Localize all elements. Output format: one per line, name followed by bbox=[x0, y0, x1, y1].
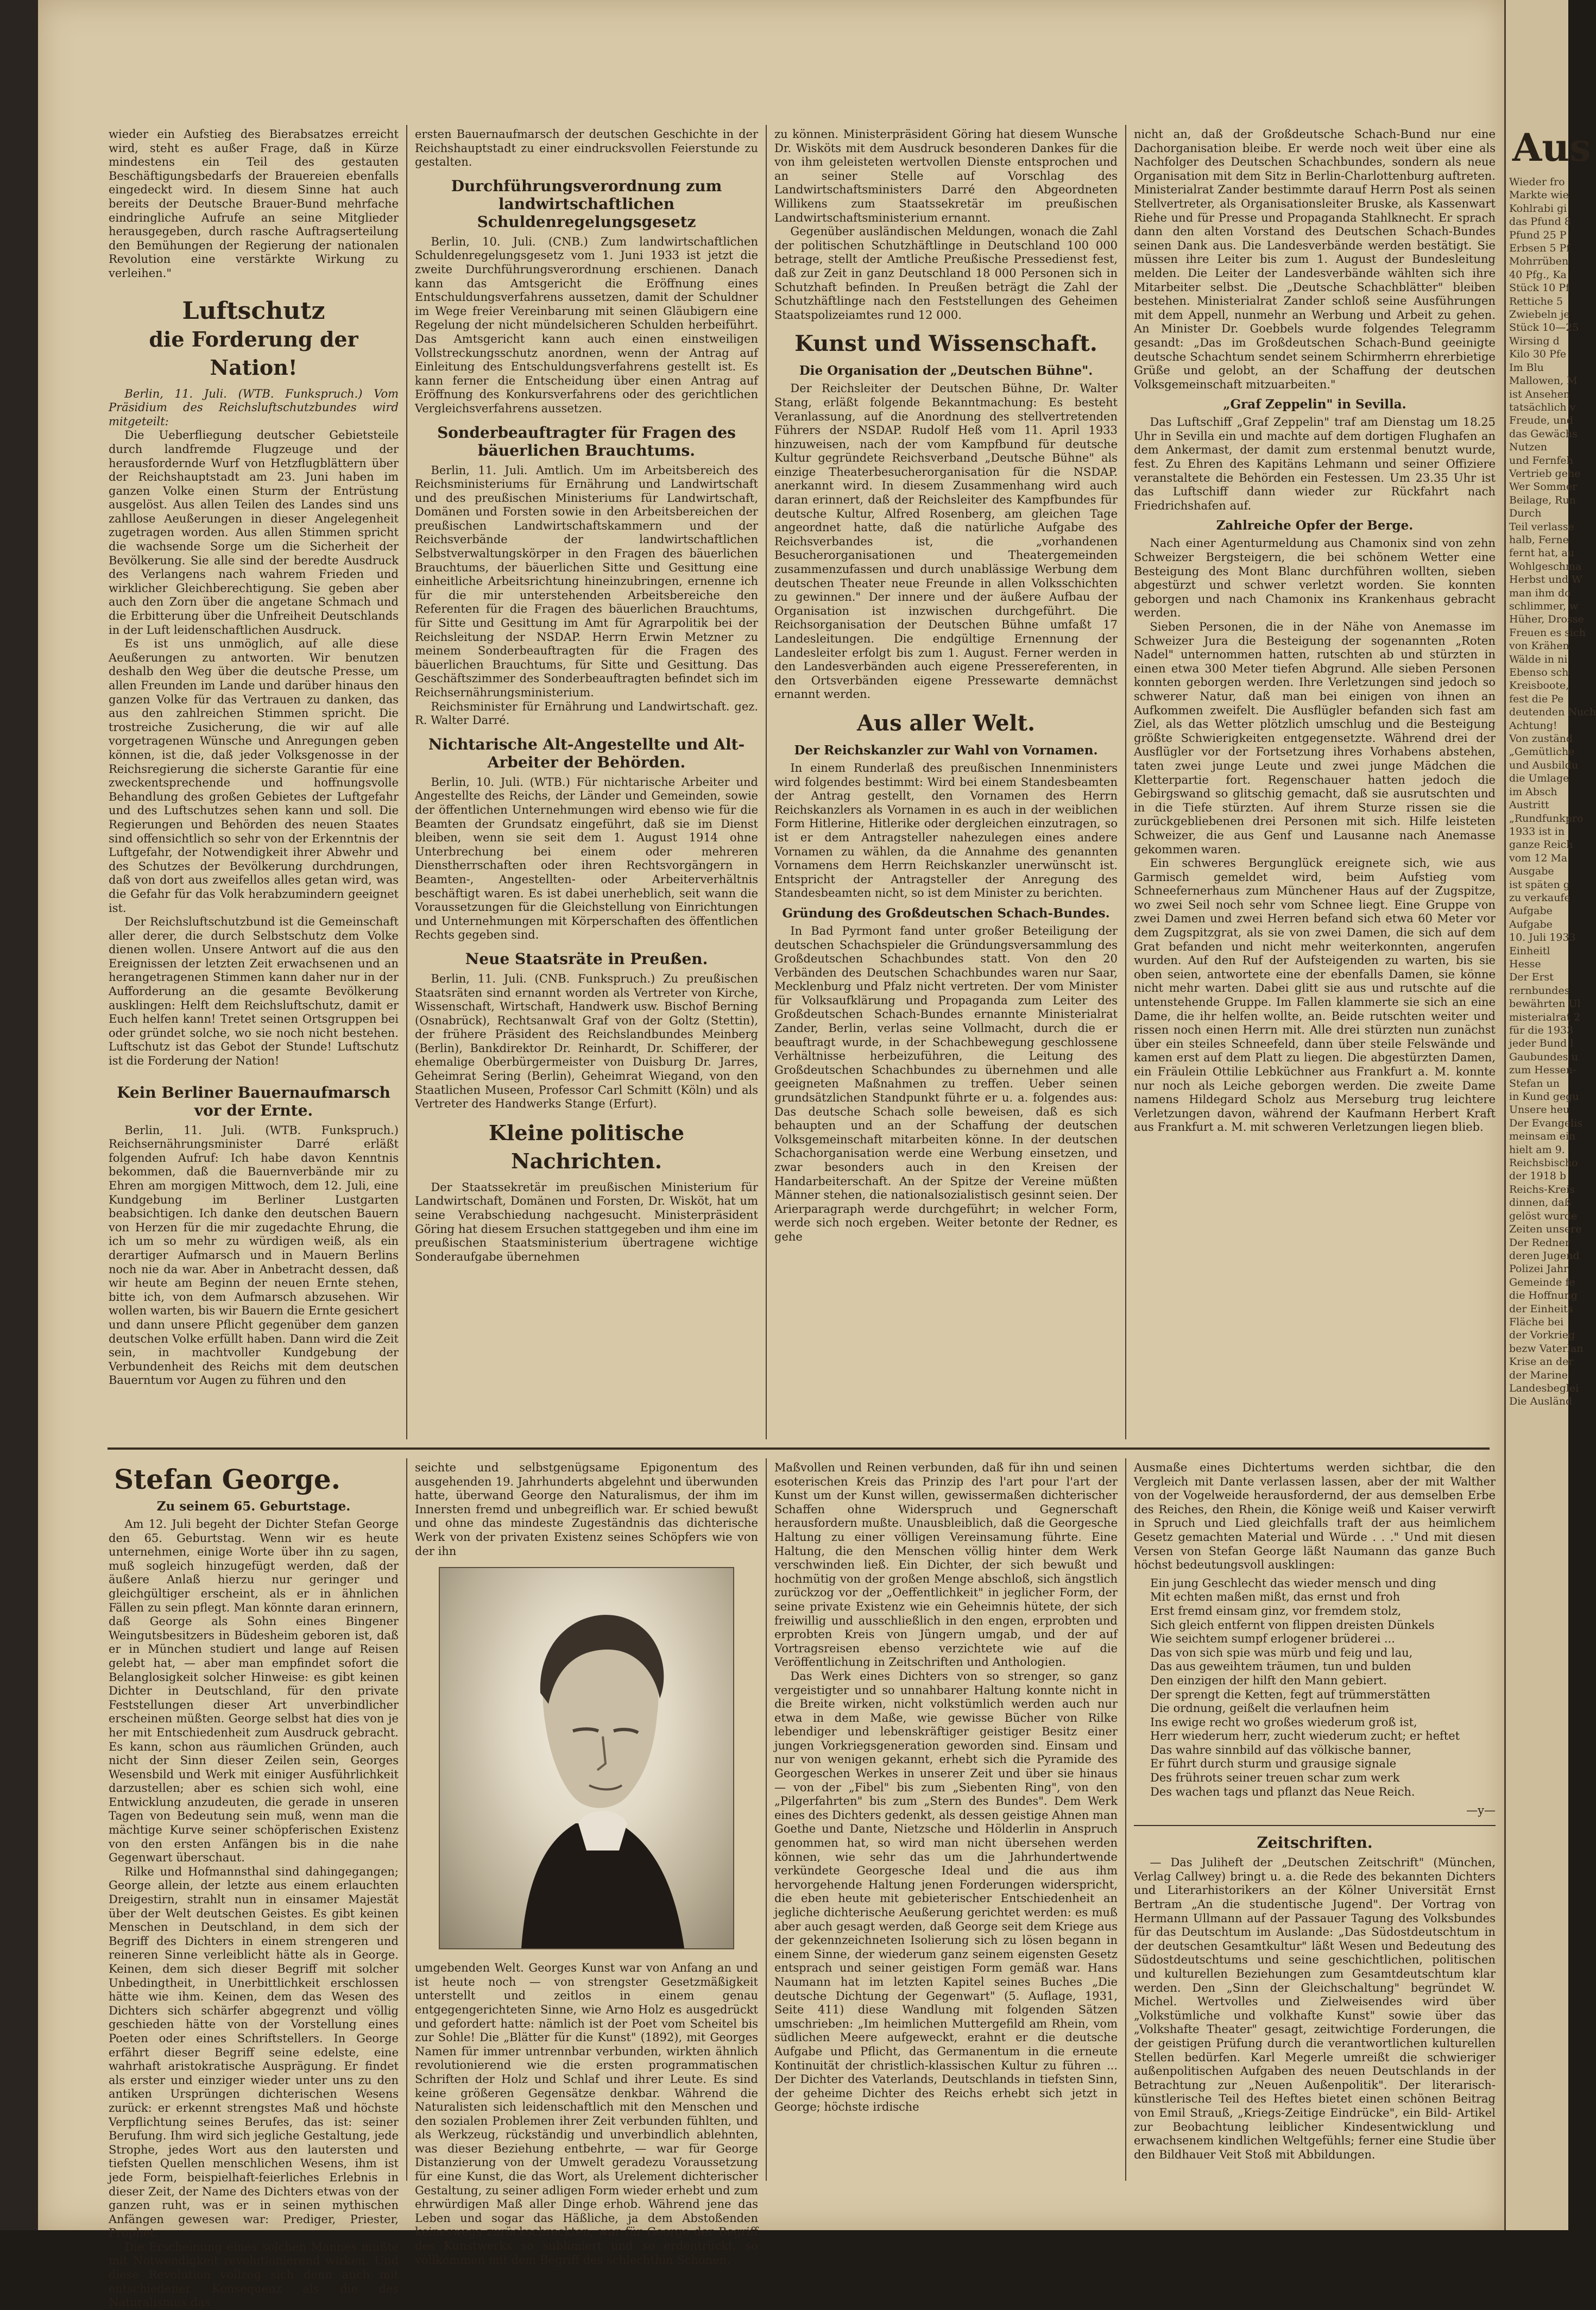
adjacent-page-line: Ausgabe bbox=[1509, 865, 1554, 878]
adjacent-page-line: Achtung! bbox=[1509, 719, 1557, 732]
paragraph: Berlin, 10. Juli. (CNB.) Zum landwirtschaftlichen Schuldenregelungsgesetz vom 1. Juni 1933 ist jetzt die zweite Durchführungsverordnung erschienen. Danach kann das Amtsgericht die Eröffnung eines Entschuldungsverfahrens aussetzen, damit der Schuldner im Wege freier Vereinbarung mit seinen Gläubigern eine Regelung der nicht mündelsicheren Schulden herbeiführt. Das Amtsgericht kann auch einen einstweiligen Vollstreckungsschutz anordnen, wenn der Antrag auf Einleitung des Entschuldungsverfahrens gestellt ist. Es kann ferner die Entscheidung über einen Antrag auf Eröffnung des Konkursverfahrens oder des gerichtlichen Vergleichsverfahrens aussetzen. bbox=[415, 235, 758, 415]
paragraph: Es ist uns unmöglich, auf alle diese Aeußerungen zu antworten. Wir benutzen deshalb den Weg über die deutsche Presse, um allen Freunden im Lande und darüber hinaus den ganzen Volke für das Vertrauen zu danken, das aus den zahlreichen Stimmen spricht. Die trostreiche Zusicherung, die wir auf alle vorgetragenen Wünsche und Anregungen geben können, ist die, daß jeder Volksgenosse in der Reichsregierung die sicherste Garantie für eine zweckentsprechende und hoffnungsvolle Behandlung des großen Gebietes der Luftgefahr und des Luftschutzes sehen kann und soll. Die Regierungen und Behörden des neuen Staates sind offensichtlich so sehr von der Erkenntnis der Luftgefahr, der Notwendigkeit ihrer Abwehr und des Schutzes der Bevölkerung durchdrungen, daß von dort aus zweifellos alles getan wird, was die Gefahr für das Volk herabzumindern geeignet ist. bbox=[109, 637, 399, 915]
adjacent-page-line: für die 1933 bbox=[1509, 1024, 1574, 1036]
adjacent-page-line: Erbsen 5 Pf bbox=[1509, 242, 1570, 255]
poem-line: Das aus geweihtem träumen, tun und bulden bbox=[1150, 1660, 1411, 1673]
adjacent-page-line: Kilo 30 Pfe bbox=[1509, 348, 1567, 361]
adjacent-page-line: 40 Pfg., Ka bbox=[1509, 268, 1567, 281]
column-3 bbox=[774, 128, 1118, 1442]
paragraph: Nach einer Agenturmeldung aus Chamonix sind von zehn Schweizer Bergsteigern, die bei schönem Wetter eine Besteigung des Mont Blanc durchführen wollten, sieben abgestürzt und schwer verletzt worden. Sie konnten geborgen und nach Chamonix ins Krankenhaus gebracht werden. bbox=[1134, 537, 1496, 620]
adjacent-page-line: 1933 ist in bbox=[1509, 825, 1565, 838]
adjacent-page-line: der Marine bbox=[1509, 1369, 1568, 1381]
adjacent-page-line: in Kund gegu bbox=[1509, 1091, 1579, 1103]
adjacent-page-line: Kohlrabi gi bbox=[1509, 202, 1567, 215]
adjacent-page-line: zu verkaufe bbox=[1509, 891, 1570, 904]
poem-line: Mit echten maßen mißt, das ernst und froh bbox=[1150, 1590, 1401, 1604]
adjacent-page-line: Kreisboote, bbox=[1509, 679, 1569, 692]
paragraph: Die Erscheinung eines solchen Mannes mußte mit Notwendigkeit revolutionierend wirken. Und diese Revolution vollzog sich denn auch mit entschiedener Konsequenz als die des Naturalismus das bbox=[109, 2240, 399, 2309]
adjacent-page-line: Von zuständ bbox=[1509, 733, 1573, 745]
adjacent-page-line: bezw Vaterlan bbox=[1509, 1342, 1584, 1355]
adjacent-page-line: schlimmer, w bbox=[1509, 600, 1579, 612]
adjacent-page-line: Hüher, Drosse bbox=[1509, 613, 1584, 626]
george-column-3 bbox=[774, 1461, 1118, 2178]
adjacent-page-line: Durch bbox=[1509, 507, 1542, 520]
column-rule bbox=[766, 125, 767, 1439]
column-rule bbox=[766, 1458, 767, 2181]
adjacent-page-line: und Fernfeh bbox=[1509, 454, 1573, 467]
headline-zeitschriften: Zeitschriften. bbox=[1257, 1834, 1373, 1852]
adjacent-page-line: Wälde in ni bbox=[1509, 653, 1568, 665]
adjacent-page-line: Nutzen bbox=[1509, 441, 1547, 454]
signature: Reichsminister für Ernährung und Landwirtschaft. gez. R. Walter Darré. bbox=[415, 700, 758, 727]
paragraph: — Das Juliheft der „Deutschen Zeitschrift" (München, Verlag Callwey) bringt u. a. die Rede des bekannten Dichters und Literarhistorikers an der Kölner Universität Ernst Bertram „An die studentische Jugend". Der Vortrag von Hermann Ullmann auf der Passauer Tagung des Volksbundes für das Deutschtum im Auslande: „Das Südostdeutschtum in der deutschen Gesamtkultur" läßt Wesen und Bedeutung des Südostdeutschtums und seine geschichtlichen, politischen und kulturellen Beziehungen zum Gesamtdeutschtum klar werden. Den „Sinn der Gleichschaltung" begründet W. Michel. Wertvolles und Zielweisendes wird über „Volkstümliche und volkhafte Kunst" sowie über das „Volkshafte Theater" gesagt, zeitwichtige Forderungen, die der geistigen Prüfung durch die verantwortlichen kulturellen Stellen bedürfen. Karl Megerle umreißt die schwieriger außenpolitischen Aufgaben des neuen Deutschlands in der Betrachtung zur „Neuen Außenpolitik". Der literarisch-künstlerische Teil des Heftes bietet einen schönen Beitrag von Emil Strauß, „Kriegs-Zeitige Eindrücke", ein Bild- Artikel zur Beobachtung leiblicher Kindesentwicklung und erwachsenem kindlichen Weltgefühls; ferner eine Studie über den Bildhauer Veit Stoß mit Abbildungen. bbox=[1134, 1856, 1496, 2161]
headline-opfer-der-berge: Zahlreiche Opfer der Berge. bbox=[1216, 518, 1414, 533]
section-head-aus-aller-welt: Aus aller Welt. bbox=[856, 710, 1036, 736]
headline-staatsraete: Neue Staatsräte in Preußen. bbox=[465, 949, 708, 968]
adjacent-page-line: ist späten g bbox=[1509, 878, 1570, 891]
adjacent-page-line: Beilage, Run bbox=[1509, 494, 1576, 506]
adjacent-page-line: halb, Ferne bbox=[1509, 533, 1569, 546]
george-column-4 bbox=[1134, 1461, 1496, 2178]
adjacent-page-line: fest die Pe bbox=[1509, 693, 1564, 705]
adjacent-page-line: im Absch bbox=[1509, 785, 1557, 798]
adjacent-page-line: Zwiebeln je bbox=[1509, 309, 1570, 321]
adjacent-page-line: vom 12 Ma bbox=[1509, 852, 1568, 864]
paragraph: Berlin, 11. Juli. Amtlich. Um im Arbeitsbereich des Reichsministeriums für Ernährung und Landwirtschaft und des preußischen Ministeriums für Landwirtschaft, Domänen und Forsten sowie in den Arbeitsbereichen der preußischen Landwirtschaftskammern und der Reichsverbände der landwirtschaftlichen Selbstverwaltungskörper in den Fragen des bäuerlichen Brauchtums, der bäuerlichen Sitte und Gesittung eine einheitliche Arbeitsrichtung hineinzubringen, ernenne ich für die mir unterstehenden Arbeitsbereiche den Referenten für die Fragen des bäuerlichen Brauchtums, für Sitte und Gesittung im Amt für Agrarpolitik bei der Reichsleitung der NSDAP. Herrn Erwin Metzner zu meinem Sonderbeauftragten für die Fragen des bäuerlichen Brauchtums, für Sitte und Gesittung. Das Geschäftszimmer des Sonderbeauftragten befindet sich im Reichsernährungsministerium. bbox=[415, 463, 758, 699]
adjacent-page-line: deutenden Nuch bbox=[1509, 706, 1596, 719]
adjacent-page-line: jeder Bund l bbox=[1509, 1037, 1574, 1050]
adjacent-page-line: zum Hessen- bbox=[1509, 1064, 1576, 1077]
adjacent-page-line: rernbundes bbox=[1509, 984, 1570, 997]
paragraph: Der Staatssekretär im preußischen Ministerium für Landwirtschaft, Domänen und Forsten, Dr. Wisköt, hat um seine Verabschiedung nachgesucht. Ministerpräsident Göring hat diesem Ersuchen stattgegeben und ihm eine im preußischen Staatsministerium übertragene wichtige Sonderaufgabe übernehmen bbox=[415, 1180, 758, 1263]
headline-deutsche-buehne: Die Organisation der „Deutschen Bühne". bbox=[799, 363, 1093, 379]
column-rule bbox=[1125, 1458, 1126, 2181]
adjacent-page-line: Rettiche 5 bbox=[1509, 295, 1563, 307]
adjacent-page-line: deren Jugend bbox=[1509, 1249, 1580, 1262]
adjacent-page-line: Wohlgeschma bbox=[1509, 560, 1582, 572]
adjacent-page-line: Der Evangelis bbox=[1509, 1117, 1583, 1129]
adjacent-page-line: Stück 10 Pf bbox=[1509, 282, 1570, 294]
adjacent-page-line: fernt hat, au bbox=[1509, 547, 1575, 559]
headline-schuldenregelung: Durchführungsverordnung zum landwirtschaftlichen Schuldenregelungsgesetz bbox=[451, 177, 722, 231]
paragraph: Rilke und Hofmannsthal sind dahingegangen; George allein, der letzte aus einem erlauchten Dreigestirn, strahlt nun in einsamer Majestät über der Welt deutschen Geistes. Es gibt keinen Menschen in Deutschland, in dem sich der Begriff des Dichters in einem strengeren und reineren Sinne verleiblicht hätte als in George. Keinen, dem sich dieser Begriff mit solcher Unbedingtheit, in Unerbittlichkeit erschlossen hätte wie ihm. Keinen, dem das Wesen des Dichters sich schärfer abgegrenzt und völlig geschieden hätte von der Vorstellung eines Poeten oder eines Schriftstellers. In George erfährt dieser Begriff seine edelste, eine wahrhaft aristokratische Ausprägung. Er findet als erster und einziger wieder unter uns zu den antiken Ursprüngen dichterischen Wesens zurück: er erkennt strengstes Maß und höchste Verpflichtung seines Berufes, das ist: seiner Berufung. Ihm wird sich jegliche Gestaltung, jede Strophe, jedes Wort aus den lautersten und tiefsten Quellen menschlichen Wesens, ihm ist jede Form, beispielhaft-feierliches Erlebnis in dieser Zeit, der Name des Dichters etwas von der ganzen ruht, was er in seinen mythischen Anfängen gewesen war: Prediger, Priester, Prophet. bbox=[109, 1865, 399, 2240]
poem-line: Ins ewige recht wo großes wiederum groß ist, bbox=[1150, 1715, 1417, 1729]
poem-line: Der sprengt die Ketten, fegt auf trümmerstätten bbox=[1150, 1688, 1430, 1701]
headline-luftschutz-sub: die Forderung der Nation! bbox=[149, 326, 358, 380]
poem-line: Des frührots seiner treuen schar zum werk bbox=[1150, 1771, 1400, 1785]
adjacent-page-line: die Umlage bbox=[1509, 772, 1569, 785]
poem-line: Er führt durch sturm und grausige signale bbox=[1150, 1757, 1397, 1771]
adjacent-page-line: meinsam ein bbox=[1509, 1130, 1576, 1143]
section-head-kunst: Kunst und Wissenschaft. bbox=[794, 331, 1097, 357]
paragraph: Der Reichsleiter der Deutschen Bühne, Dr. Walter Stang, erläßt folgende Bekanntmachung: Es besteht Veranlassung, auf die Anordnung des stellvertretenden Führers der NSDAP. Rudolf Heß vom 11. April 1933 hinzuweisen, nach der vom Kampfbund für deutsche Kultur gegründete Reichsverband „Deutsche Bühne" als einzige Theaterbesucherorganisation für die NSDAP. anerkannt wird. In diesem Zusammenhang wird auch daran erinnert, daß der Reichsleiter des Kampfbundes für deutsche Kultur, Alfred Rosenberg, am gleichen Tage angeordnet hatte, daß die natürliche Aufgabe des Reichsverbandes ist, die „vorhandenen Besucherorganisationen und Theatergemeinden zusammenzufassen und durch unablässige Werbung dem deutschen Theater neue Freunde in allen Volksschichten zu gewinnen." Der innere und der äußere Aufbau der Organisation ist inzwischen durchgeführt. Die Reichsorganisation der Deutschen Bühne umfaßt 17 Landesleitungen. Die endgültige Ernennung der Landesleiter erfolgt bis zum 1. August. Ferner werden in den Landesverbänden auch eigene Pressereferenten, in den Ortsverbänden eigene Pressewarte demnächst ernannt werden. bbox=[774, 382, 1118, 701]
headline-bauernaufmarsch: Kein Berliner Bauernaufmarsch vor der Ernte. bbox=[117, 1083, 390, 1119]
adjacent-page-line: Reichsbischo bbox=[1509, 1157, 1578, 1169]
paragraph: Gegenüber ausländischen Meldungen, wonach die Zahl der politischen Schutzhäftlinge in Deutschland 100 000 betrage, stellt der Amtliche Preußische Pressedienst fest, daß zur Zeit in ganz Deutschland 18 000 Personen sich in Schutzhaft befinden. In Preußen beträgt die Zahl der Schutzhäftlinge nach den Feststellungen des Geheimen Staatspolizeiamtes rund 12 000. bbox=[774, 225, 1118, 322]
column-rule bbox=[406, 125, 407, 1439]
paragraph: seichte und selbstgenügsame Epigonentum des ausgehenden 19. Jahrhunderts abgelehnt und überwunden hatte, überwand George den Naturalismus, der ihm im Innersten fremd und unbegreiflich war. Er schied bewußt und ohne das mindeste Zugeständnis das dichterische Werk von der privaten Existenz seines Schöpfers wie von der ihn bbox=[415, 1461, 758, 1558]
adjacent-page-line: gelöst wurde bbox=[1509, 1210, 1578, 1222]
adjacent-page-line: misterialrat 2 bbox=[1509, 1011, 1581, 1023]
adjacent-page-line: „Gemütliche bbox=[1509, 746, 1575, 758]
adjacent-page-line: Freude, und bbox=[1509, 414, 1573, 427]
paragraph: Maßvollen und Reinen verbunden, daß für ihn und seinen esoterischen Kreis das Prinzip des l'art pour l'art der Kunst um der Kunst willen, gewissermaßen dichterischer Schaffen ohne Widerspruch und Gegnerschaft herausfordern mußte. Unausbleiblich, daß die Georgesche Haltung zu einer völligen Vereinsamung führte. Eine Haltung, die den Menschen völlig hinter dem Werk verschwinden ließ. Ein Dichter, der sich bewußt und hochmütig von der großen Menge abschloß, sich ängstlich zurückzog vor der „Oeffentlichkeit" in jeglicher Form, der seine private Existenz wie ein Geheimnis hütete, der sich freiwillig und ausschließlich in den engen, erprobten und erprobten Kreis von Jüngern umgab, und der auf Vortragsreisen ebenso verzichtete wie auf die Veröffentlichung in Zeitschriften und Anthologien. bbox=[774, 1461, 1118, 1669]
adjacent-page-line: das Gewächs bbox=[1509, 427, 1578, 440]
adjacent-page-line: tatsächlich v bbox=[1509, 401, 1576, 413]
adjacent-page-line: Stefan un bbox=[1509, 1077, 1560, 1090]
headline-reichskanzler: Der Reichskanzler zur Wahl von Vornamen. bbox=[794, 742, 1098, 758]
adjacent-page-line: Gemeinde fe bbox=[1509, 1276, 1575, 1288]
poem-line: Sich gleich entfernt von flippen dreisten Dünkels bbox=[1150, 1618, 1435, 1632]
adjacent-page-line: ganze Reich bbox=[1509, 839, 1573, 851]
adjacent-page-line: Reichs-Kreis bbox=[1509, 1183, 1575, 1195]
adjacent-page-line: Zeiten unsere bbox=[1509, 1223, 1582, 1236]
adjacent-page-line: Polizei Jahr bbox=[1509, 1263, 1569, 1275]
paragraph: Am 12. Juli begeht der Dichter Stefan George den 65. Geburtstag. Wenn wir es heute unternehmen, einige Worte über ihn zu sagen, muß sogleich hinzugefügt werden, daß der äußere Anlaß hierzu nur geringer und gleichgültiger erscheint, als er in ähnlichen Fällen zu sein pflegt. Man könnte daran erinnern, daß George als Sohn eines Bingener Weingutsbesitzers in Büdesheim geboren ist, daß er in München studiert und lange auf Reisen gelebt hat, — aber man empfindet sofort die Belanglosigkeit solcher Hinweise: es gibt keinen Dichter in Deutschland, für den private Feststellungen dieser Art unverbindlicher erscheinen müßten. George selbst hat dies von je her mit Entschiedenheit zum Ausdruck gebracht. Es kann, schon aus räumlichen Gründen, auch nicht der Sinn dieser Zeilen sein, Georges Wesensbild und Werk mit einiger Ausführlichkeit darzustellen; aber es schien sich wohl, eine Entwicklung anzudeuten, die gerade in unseren Tagen von Bedeutung sein muß, wenn man die mächtige Kurve seiner schöpferischen Existenz von den ersten Anfängen bis in die nahe Gegenwart überschaut. bbox=[109, 1518, 399, 1865]
paragraph: Die Ueberfliegung deutscher Gebietsteile durch landfremde Flugzeuge und der herausfordernde Wurf von Hetzflugblättern über der Reichshauptstadt am 23. Juni haben im ganzen Volke einen Sturm der Entrüstung ausgelöst. Aus allen Teilen des Landes sind uns zahllose Aeußerungen in dieser Angelegenheit zugetragen worden. Aus allen Stimmen spricht die wachsende Sorge um die Sicherheit der Bevölkerung. Sie alle sind der beredte Ausdruck des Verlangens nach wahrem Frieden und wirklicher Gleichberechtigung. Sie geben aber auch den Zorn über die angetane Schmach und die Erbitterung über die Unfreiheit Deutschlands in der Luft leidenschaftlichen Ausdruck. bbox=[109, 429, 399, 637]
george-column-1 bbox=[109, 1461, 399, 2309]
poem-line: Wie seichtem sumpf erlogener brüderei ... bbox=[1150, 1632, 1395, 1646]
paragraph: umgebenden Welt. Georges Kunst war von Anfang an und ist heute noch — von strengster Gesetzmäßigkeit unterstellt und zeitlos in einem genau entgegengerichteten Sinne, wie Arno Holz es ausgedrückt und gefordert hatte: nämlich ist der Poet vom Scheitel bis zur Sohle! Die „Blätter für die Kunst" (1892), mit Georges Namen für immer untrennbar verbunden, wirkten ähnlich revolutionierend wie die ersten programmatischen Schriften der Holz und Schlaf und ihrer Leute. Es sind keine größeren Gegensätze denkbar. Während die Naturalisten sich leidenschaftlich mit den Menschen und den sozialen Problemen ihrer Zeit verbunden fühlten, und als Werkzeug, rückständig und unverbindlich ablehnten, was dieser Beziehung entbehrte, — war für George Distanzierung von der Umwelt geradezu Voraussetzung für eine Kunst, die das Wort, als Urelement dichterischer Gestaltung, zu seiner adligen Form wieder erhebt und zum ehrwürdigen Maß aller Dinge erhob. Während jene das Leben und sogar das Häßliche, ja dem Abstoßenden keineswegs zurückschreckten, war für George der Begriff des Kunstwerks so sublimiert und so erdentrückt, so vollkommen mit dem Begriff des schlechthin Schönen, bbox=[415, 1961, 758, 2267]
paragraph: Ausmaße eines Dichtertums werden sichtbar, die den Vergleich mit Dante verlassen lassen, aber der mit Walther von der Vogelweide herausfordernd, der aus demselben Erbe des Reiches, den Rhein, die Könige weiß und Kaiser verwirft in Spruch und Lied gleichfalls traft der aus heimlichem Gesetz gemachten Material und Würde . . ." Und mit diesen Versen von Stefan George läßt Naumann das ganze Buch höchst bedeutungsvoll ausklingen: bbox=[1134, 1461, 1496, 1572]
column-2 bbox=[415, 128, 758, 1442]
adjacent-page-line: Gaubundes u bbox=[1509, 1050, 1578, 1063]
poem-line: Ein jung Geschlecht das wieder mensch und ding bbox=[1150, 1576, 1436, 1590]
adjacent-page-text bbox=[1506, 175, 1596, 1408]
poem-line: Des wachen tags und pflanzt das Neue Reich. bbox=[1150, 1785, 1415, 1798]
adjacent-page-line: Austritt bbox=[1509, 799, 1549, 811]
adjacent-page-line: „Rundfunkpro bbox=[1509, 812, 1584, 824]
poem-line: Den einzigen der hilft den Mann gebiert. bbox=[1150, 1673, 1387, 1687]
headline-schachbund: Gründung des Großdeutschen Schach-Bundes. bbox=[782, 905, 1110, 921]
adjacent-page-line: Im Blu bbox=[1509, 361, 1544, 374]
adjacent-page-strip bbox=[1504, 0, 1596, 2230]
paragraph: Berlin, 11. Juli. (CNB. Funkspruch.) Zu preußischen Staatsräten sind ernannt worden als Vertreter von Kirche, Wissenschaft, Wirtschaft, Handwerk usw. Bischof Berning (Osnabrück), Rechtsanwalt Graf von der Goltz (Stettin), der frühere Präsident des Reichslandbundes Meinberg (Berlin), Bankdirektor Dr. Reinhardt, Dr. Schifferer, der ehemalige Oberbürgermeister von Duisburg Dr. Jarres, Geheimrat Sering (Berlin), Geheimrat Wiegand, von den Staatlichen Museen, Professor Carl Schmitt (Köln) und als Vertreter des Handwerks Stange (Erfurt). bbox=[415, 972, 758, 1111]
section-rule bbox=[108, 1447, 1490, 1450]
poem-line: Erst fremd einsam ginz, vor fremdem stolz, bbox=[1150, 1604, 1402, 1617]
headline-luftschutz: Luftschutz bbox=[182, 297, 325, 325]
paragraph: In einem Runderlaß des preußischen Innenministers wird folgendes bestimmt: Wird bei einem Standesbeamten der Antrag gestellt, den Vornamen des Herrn Reichskanzlers als Vornamen in es auch in der weiblichen Form Hitlerine, Hitlerike oder dergleichen einzutragen, so ist er dem Antragsteller nahezulegen eines andere Vornamen zu wählen, da die Annahme des genannten Vornamens dem Herrn Reichskanzler unerwünscht ist. Entspricht der Antragsteller der Anregung des Standesbeamten nicht, so ist dem Minister zu berichten. bbox=[774, 761, 1118, 900]
adjacent-page-line: Markte wie bbox=[1509, 189, 1569, 202]
adjacent-page-line: Der Redner bbox=[1509, 1236, 1570, 1249]
adjacent-page-line: man ihm do bbox=[1509, 587, 1571, 599]
adjacent-page-line: das Pfund 8 bbox=[1509, 216, 1571, 228]
adjacent-page-line: Der Erst bbox=[1509, 971, 1554, 984]
adjacent-page-line: Wirsing d bbox=[1509, 335, 1560, 347]
subheadline-geburtstag: Zu seinem 65. Geburtstage. bbox=[156, 1499, 351, 1514]
article-continuation: zu können. Ministerpräsident Göring hat diesem Wunsche Dr. Wisköts mit dem Ausdruck besonderen Dankes für die von ihm geleisteten wertvollen Dienste entsprochen und an seiner Stelle auf Vorschlag des Landwirtschaftsministers Darré den Abgeordneten Willikens zum Staatssekretär im preußischen Landwirtschaftsministerium ernannt. bbox=[774, 128, 1118, 224]
adjacent-page-line: Freuen es sich bbox=[1509, 626, 1586, 639]
paragraph: Berlin, 10. Juli. (WTB.) Für nichtarische Arbeiter und Angestellte des Reichs, der Länder und Gemeinden, sowie der öffentlichen Unternehmungen wird ebenso wie für die Beamten der Grundsatz eingeführt, daß sie im Dienst bleiben, wenn sie seit dem 1. August 1914 ohne Unterbrechung bei einem oder mehreren Dienstherrschaften oder ihren Rechtsvorgängern in Beamten-, Angestellten- oder Arbeiterverhältnis beschäftigt waren. Es ist dabei unerheblich, seit wann die Voraussetzungen für die Gleichstellung von Einrichtungen und Unternehmungen mit Körperschaften des öffentlichen Rechts gegeben sind. bbox=[415, 775, 758, 942]
column-rule bbox=[1125, 125, 1126, 1439]
adjacent-page-line: bewährten Ul bbox=[1509, 998, 1581, 1010]
adjacent-page-line: der Einheits bbox=[1509, 1302, 1573, 1315]
newspaper-page bbox=[38, 0, 1504, 2309]
adjacent-page-line: hielt am 9. bbox=[1509, 1143, 1565, 1156]
paragraph: Das Werk eines Dichters von so strenger, so ganz vergeistigter und so unnahbarer Haltung konnte nicht in die Breite wirken, nicht volkstümlich werden auch nur etwa in dem Maße, wie gewisse Bücher von Rilke lebendiger und lebenskräftiger geistiger Besitz einer jungen Vorkriegsgeneration geworden sind. Einsam und nur von wenigen gekannt, erhebt sich die Pyramide des Georgeschen Werkes in unserer Zeit und über sie hinaus — von der „Fibel" bis zum „Siebenten Ring", von den „Pilgerfahrten" bis zum „Stern des Bundes". Dem Werk eines des Dichters gedenkt, als dessen geistige Ahnen man Goethe und Dante, Nietzsche und Hölderlin in Anspruch genommen hat, so wird man nicht übersehen werden können, wie sehr das um die Jahrhundertwende verkündete Georgesche Ideal und die aus ihm hervorgehende Haltung jenen Forderungen widerspricht, die eben heute mit gebieterischer Entschiedenheit an jegliche dichterische Aeußerung gerichtet werden: es muß aber auch gesagt werden, daß George seit dem Kriege aus der gekennzeichneten Isolierung sich zu lösen begann in einem Sinne, der wiederum ganz seinem eigensten Gesetz entsprach und seiner geistigen Form gemäß war. Hans Naumann hat im letzten Kapitel seines Buches „Die deutsche Dichtung der Gegenwart" (5. Auflage, 1931, Seite 411) diese Wandlung mit folgenden Sätzen umschrieben: „Im heimlichen Muttergefild am Rhein, vom südlichen Meere aufgeweckt, erahnt er die deutsche Aufgabe und Pflicht, das Germanentum in die erneute Kontinuität der christlich-klassischen Kultur zu führen ... Der Dichter des Vaterlands, Deutschlands in tiefsten Sinn, der geheime Dichter des Reichs erhebt sich jetzt in George; höchste irdische bbox=[774, 1669, 1118, 2114]
poem bbox=[1150, 1577, 1496, 1799]
binding-strip bbox=[0, 0, 38, 2230]
dateline: Berlin, 11. Juli. (WTB. Funkspruch.) Vom Präsidium des Reichsluftschutzbundes wird mitgeteilt: bbox=[109, 387, 399, 428]
adjacent-page-line: Ebenso sch bbox=[1509, 666, 1569, 679]
poem-line: Das wahre sinnbild auf das völkische banner, bbox=[1150, 1743, 1412, 1757]
adjacent-page-line: Aufgabe bbox=[1509, 918, 1553, 930]
poem-line: Die ordnung, geißelt die verlaufnen heim bbox=[1150, 1702, 1389, 1715]
adjacent-page-line: der 1918 b bbox=[1509, 1170, 1567, 1182]
column-4 bbox=[1134, 128, 1496, 1442]
adjacent-page-line: und Ausbildu bbox=[1509, 759, 1579, 771]
column-1 bbox=[109, 128, 399, 1442]
adjacent-page-line: Mohrrüben bbox=[1509, 255, 1569, 268]
divider bbox=[1134, 1825, 1496, 1826]
adjacent-page-line: von Krähen bbox=[1509, 640, 1569, 652]
adjacent-page-line: Vertrieb gehe bbox=[1509, 467, 1581, 480]
paragraph: Der Reichsluftschutzbund ist die Gemeinschaft aller derer, die durch Selbstschutz dem Volke dienen wollen. Unsere Antwort auf die aus den Ereignissen der letzten Zeit erwachsenen und an herangetragenen Stimmen kann daher nur in der Aufforderung an die gesamte Bevölkerung ausklingen: Helft dem Reichsluftschutz, damit er Euch helfen kann! Tretet seinen Ortsgruppen bei oder gründet solche, wo sie noch nicht bestehen. Luftschutz ist das Gebot der Stunde! Luftschutz ist die Forderung der Nation! bbox=[109, 915, 399, 1068]
adjacent-page-line: Einheitl bbox=[1509, 945, 1550, 957]
adjacent-page-line: Herbst und W bbox=[1509, 574, 1582, 586]
adjacent-page-line: Mallowen, M bbox=[1509, 375, 1578, 387]
adjacent-page-line: Wieder fro bbox=[1509, 176, 1565, 188]
adjacent-page-line: Hesse bbox=[1509, 958, 1541, 970]
adjacent-page-line: ist Ansehen bbox=[1509, 388, 1570, 400]
george-column-2 bbox=[415, 1461, 758, 2267]
article-continuation: nicht an, daß der Großdeutsche Schach-Bund nur eine Dachorganisation bleibe. Er werde noch weit über eine als Nachfolger des Deutschen Schachbundes, sondern als neue Organisation mit dem Sitz in Berlin-Charlottenburg auftreten. Ministerialrat Zander bestimmte darauf Herrn Post als seinen Stellvertreter, als Organisationsleiter Bruske, als Kassenwart Riehe und für Presse und Propaganda Stahlknecht. Er sprach dann den alten Vorstand des Deutschen Schach-Bundes seinen Dank aus. Die Landesverbände werden bestätigt. Sie müssen ihre Leiter bis zum 1. August der Bundesleitung melden. Die Leiter der Landesverbände wählten sich ihre Mitarbeiter selbst. Die „Deutsche Schachblätter" bleiben bestehen. Ministerialrat Zander schloß seine Ausführungen mit dem Appell, nunmehr an Werbung und Arbeit zu gehen. An Minister Dr. Goebbels wurde folgendes Telegramm gesandt: „Das im Großdeutschen Schach-Bund geeinigte deutsche Schachtum sendet seinem Schirmherrn ehrerbietige Grüße und gelobt, an der Schaffung der deutschen Volksgemeinschaft mitzuarbeiten." bbox=[1134, 128, 1496, 391]
adjacent-page-line: die Hoffnung bbox=[1509, 1289, 1578, 1302]
adjacent-page-line: Fläche bei bbox=[1509, 1315, 1564, 1328]
adjacent-page-line: Die Ausländ bbox=[1509, 1395, 1573, 1408]
adjacent-page-line: Teil verlasse bbox=[1509, 520, 1574, 533]
headline-kleine-nachrichten: Kleine politische Nachrichten. bbox=[488, 1120, 685, 1173]
paragraph: In Bad Pyrmont fand unter großer Beteiligung der deutschen Schachspieler die Gründungsversammlung des Großdeutschen Schachbundes statt. Von den 20 Verbänden des Deutschen Schachbundes waren nur Saar, Mecklenburg und Pfalz nicht vertreten. Der vom Minister für Volksaufklärung und Propaganda zum Leiter des Großdeutschen Schach-Bundes ernannte Ministerialrat Zander, Berlin, verlas seine Vollmacht, durch die er beauftragt wurde, in der Schachbewegung geschlossene Verhältnisse herbeizuführen, die Leitung des Großdeutschen Schachbundes zu übernehmen und alle geeigneten Maßnahmen zu treffen. Ueber seinen grundsätzlichen Standpunkt führte er u. a. folgendes aus: Das deutsche Schach solle beweisen, daß es sich behaupten und an der Schaffung der deutschen Volksgemeinschaft mitarbeiten könne. In der deutschen Schachorganisation werde eine Werbung einsetzen, und zwar besonders auch in den Kreisen der Handarbeiterschaft. An der Spitze der Vereine müßten Männer stehen, die nationalsozialistisch gesinnt seien. Der Arierparagraph werde durchgeführt; in welcher Form, werde sich noch ergeben. Weiter betonte der Redner, es gehe bbox=[774, 924, 1118, 1243]
paragraph: Das Luftschiff „Graf Zeppelin" traf am Dienstag um 18.25 Uhr in Sevilla ein und machte auf dem dortigen Flughafen an dem Ankermast, der damit zum erstenmal benutzt wurde, fest. Zu Ehren des Kapitäns Lehmann und seiner Offiziere veranstaltete die Behörden ein Festessen. Um 23.35 Uhr ist das Luftschiff dann wieder zur Rückfahrt nach Friedrichshafen auf. bbox=[1134, 416, 1496, 512]
headline-angestellte: Nichtarische Alt-Angestellte und Alt-Arbeiter der Behörden. bbox=[428, 735, 745, 771]
adjacent-page-line: Stück 10—25 bbox=[1509, 322, 1579, 334]
paragraph: Berlin, 11. Juli. (WTB. Funkspruch.) Reichsernährungsminister Darré erläßt folgenden Aufruf: Ich habe davon Kenntnis bekommen, daß die Bauernverbände mir zu Ehren am morgigen Mittwoch, dem 12. Juli, eine Kundgebung im Berliner Lustgarten beabsichtigen. Ich danke den deutschen Bauern von Herzen für die mir zugedachte Ehrung, die ich um so mehr zu würdigen weiß, als ein derartiger Aufmarsch und in Mauern Berlins noch nie da war. Aber in Anbetracht dessen, daß wir heute am Beginn der neuen Ernte stehen, bitte ich, von dem Aufmarsch abzusehen. Wir wollen warten, bis wir Bauern die Ernte gesichert und dann unsere Pflicht gegenüber dem ganzen deutschen Volke erfüllt haben. Dann wird die Zeit sein, in machtvoller Kundgebung der Verbundenheit des Reichs mit dem deutschen Bauerntum vor Augen zu führen und den bbox=[109, 1123, 399, 1387]
poem-line: Das von sich spie was mürb und feig und lau, bbox=[1150, 1646, 1413, 1659]
adjacent-page-line: Pfund 25 P bbox=[1509, 229, 1567, 241]
adjacent-page-line: 10. Juli 1933 bbox=[1509, 931, 1576, 944]
column-rule bbox=[406, 1458, 407, 2181]
headline-stefan-george: Stefan George. bbox=[114, 1463, 341, 1495]
article-continuation: wieder ein Aufstieg des Bierabsatzes erreicht wird, steht es außer Frage, daß in Kürze mindestens ein Teil des gestauten Beschäftigungsbedarfs der Brauereien ebenfalls eingedeckt wird. In diesem Sinne hat auch bereits der Deutsche Brauer-Bund mehrfache eindringliche Aufrufe an seine Mitglieder herausgegeben, durch rasche Auftragserteilung den Bemühungen der Regierung der nationalen Revolution eine verstärkte Wirkung zu verleihen." bbox=[109, 128, 399, 280]
article-continuation: ersten Bauernaufmarsch der deutschen Geschichte in der Reichshauptstadt zu einer eindrucksvollen Feierstunde zu gestalten. bbox=[415, 128, 758, 169]
adjacent-page-line: Landesbeglei bbox=[1509, 1382, 1579, 1394]
author-signature: —y— bbox=[1466, 1804, 1496, 1817]
adjacent-page-line: dinnen, daß bbox=[1509, 1197, 1572, 1209]
adjacent-page-line: Aufgabe bbox=[1509, 905, 1553, 917]
adjacent-page-line: Unsere heu bbox=[1509, 1104, 1570, 1116]
paragraph: Sieben Personen, die in der Nähe von Anemasse im Schweizer Jura die Besteigung der sogenannten „Roten Nadel" unternommen hatten, rutschten ab und stürzten in einen etwa 300 Meter tiefen Abgrund. Alle sieben Personen konnten geborgen werden. Ihre Verletzungen sind jedoch so schwerer Natur, daß man bei einigen von ihnen an Aufkommen zweifelt. Die Ausflügler befanden sich fast am Ziel, als das Wetter plötzlich umschlug und die Besteigung größte Schwierigkeiten entgegensetzte. Während drei der Ausflügler vor der Fortsetzung ihres Vorhabens abstehen, taten zwei junge Leute und zwei junge Mädchen die Kletterpartie fort. Regenschauer hatten jedoch die Gebirgswand so glitschig gemacht, daß sie ausrutschten und in die Tiefe stürzten. Auf ihrem Sturze rissen sie die zurückgebliebenen drei Personen mit sich. Hilfe leisteten Schweizer, die aus Genf und Lausanne nach Anemasse gekommen waren. bbox=[1134, 620, 1496, 856]
headline-zeppelin: „Graf Zeppelin" in Sevilla. bbox=[1223, 397, 1406, 412]
adjacent-page-line: der Vorkrieg bbox=[1509, 1329, 1575, 1342]
adjacent-page-headline: Aus bbox=[1512, 125, 1591, 170]
portrait-photo bbox=[439, 1567, 734, 1949]
poem-line: Herr wiederum herr, zucht wiederum zucht; er heftet bbox=[1150, 1729, 1460, 1743]
headline-sonderbeauftragter: Sonderbeauftragter für Fragen des bäuerlichen Brauchtums. bbox=[437, 423, 736, 460]
adjacent-page-line: Krise an der bbox=[1509, 1356, 1574, 1368]
adjacent-page-line: Wer Sommer bbox=[1509, 481, 1578, 493]
paragraph: Ein schweres Bergunglück ereignete sich, wie aus Garmisch gemeldet wird, beim Aufstieg vom Schneefernerhaus zum Münchener Haus auf der Zugspitze, wo zwei Seil noch sehr vom Schnee liegt. Eine Gruppe von zwei Damen und zwei Herren befand sich etwa 60 Meter vor dem Zugspitzgrat, als sie von zwei Damen, die sich auf dem Grat befanden und nicht mehr weiterkonnten, angerufen wurden. Auf den Ruf der Aufsteigenden zu warten, bis sie oben seien, antwortete eine der ebenfalls Damen, sie könne nicht mehr warten. Dabei glitt sie aus und rutschte auf die untenstehende Gruppe. Im Fallen klammerte sie sich an eine Dame, die ihr helfen wollte, an. Beide rutschten weiter und rissen noch einen Herrn mit. Alle drei stürzten nun zunächst über ein steiles Schneefeld, dann über steile Felswände und kamen erst auf dem Platt zu liegen. Die abgestürzten Damen, ein Fräulein Ottilie Lebküchner aus Frankfurt a. M. konnte nur noch als Leiche geborgen werden. Die zweite Dame namens Hildegard Scholz aus Merseburg trug leichtere Verletzungen davon, während der Kaufmann Herbert Kraft aus Frankfurt a. M. mit schweren Verletzungen liegen blieb. bbox=[1134, 857, 1496, 1134]
